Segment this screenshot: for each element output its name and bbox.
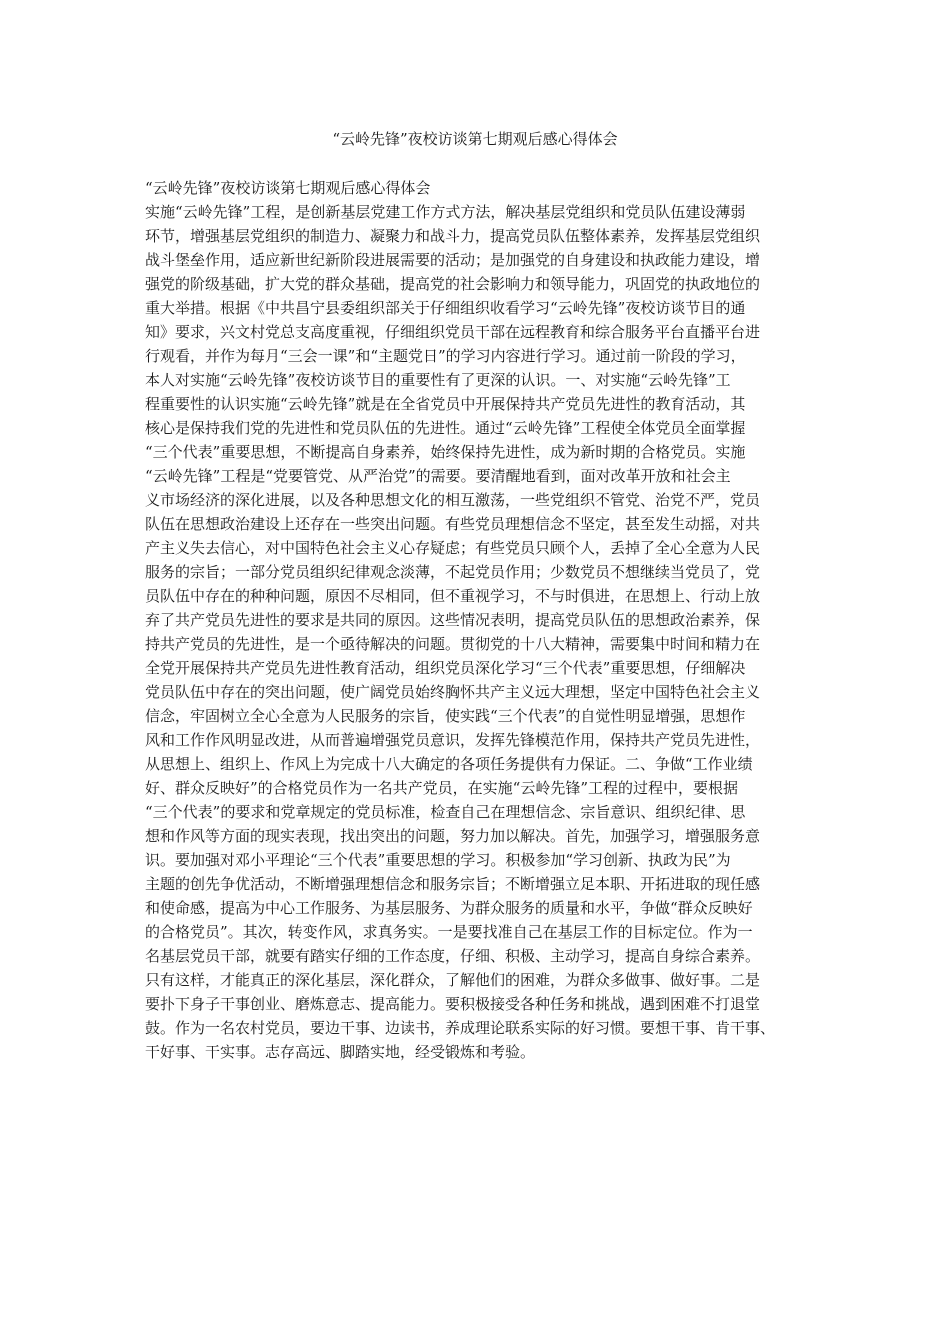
- body-line: 只有这样，才能真正的深化基层，深化群众，了解他们的困难，为群众多做事、做好事。二是: [145, 971, 761, 989]
- body-line: 服务的宗旨；一部分党员组织纪律观念淡薄，不起党员作用；少数党员不想继续当党员了，党: [145, 563, 761, 581]
- body-line: 义市场经济的深化进展，以及各种思想文化的相互激荡，一些党组织不管党、治党不严，党员: [145, 491, 761, 509]
- body-line: 本人对实施“云岭先锋”夜校访谈节目的重要性有了更深的认识。一、对实施“云岭先锋”工: [145, 371, 731, 389]
- body-line: 战斗堡垒作用，适应新世纪新阶段进展需要的活动；是加强党的自身建设和执政能力建设，增: [145, 251, 761, 269]
- body-line: 干好事、干实事。志存高远、脚踏实地，经受锻炼和考验。: [145, 1043, 536, 1061]
- body-line: 持共产党员的先进性，是一个亟待解决的问题。贯彻党的十八大精神，需要集中时间和精力在: [145, 635, 761, 653]
- body-text: [145, 200, 810, 1064]
- body-line: 和使命感，提高为中心工作服务、为基层服务、为群众服务的质量和水平，争做“群众反映好: [145, 899, 753, 917]
- body-line: 知》要求，兴文村党总支高度重视，仔细组织党员干部在远程教育和综合服务平台直播平台进: [145, 323, 761, 341]
- body-line: 想和作风等方面的现实表现，找出突出的问题，努力加以解决。首先，加强学习，增强服务意: [145, 827, 761, 845]
- body-line: 要扑下身子干事创业、磨炼意志、提高能力。要积极接受各种任务和挑战，遇到困难不打退堂: [145, 995, 761, 1013]
- body-line: “云岭先锋”工程是“党要管党、从严治党”的需要。要清醒地看到，面对改革开放和社会主: [145, 467, 731, 485]
- body-line: 强党的阶级基础，扩大党的群众基础，提高党的社会影响力和领导能力，巩固党的执政地位的: [145, 275, 761, 293]
- body-line: 环节，增强基层党组织的制造力、凝聚力和战斗力，提高党员队伍整体素养，发挥基层党组织: [145, 227, 761, 245]
- document-subtitle: “云岭先锋”夜校访谈第七期观后感心得体会: [145, 179, 431, 197]
- body-line: 员队伍中存在的种种问题，原因不尽相同，但不重视学习，不与时俱进，在思想上、行动上放: [145, 587, 761, 605]
- body-line: 程重要性的认识实施“云岭先锋”就是在全省党员中开展保持共产党员先进性的教育活动，其: [145, 395, 746, 413]
- body-line: 鼓。作为一名农村党员，要边干事、边读书，养成理论联系实际的好习惯。要想干事、肯干事、: [145, 1019, 776, 1037]
- body-line: “三个代表”的要求和党章规定的党员标准，检查自己在理想信念、宗旨意识、组织纪律、思: [145, 803, 746, 821]
- body-line: 行观看，并作为每月“三会一课”和“主题党日”的学习内容进行学习。通过前一阶段的学习，: [145, 347, 746, 365]
- body-line: 队伍在思想政治建设上还存在一些突出问题。有些党员理想信念不坚定，甚至发生动摇，对共: [145, 515, 761, 533]
- body-line: 的合格党员”。其次，转变作风，求真务实。一是要找准自己在基层工作的目标定位。作为一: [145, 923, 753, 941]
- body-line: 从思想上、组织上、作风上为完成十八大确定的各项任务提供有力保证。二、争做“工作业绩: [145, 755, 753, 773]
- body-line: 弃了共产党员先进性的要求是共同的原因。这些情况表明，提高党员队伍的思想政治素养，保: [145, 611, 761, 629]
- body-line: 风和工作作风明显改进，从而普遍增强党员意识，发挥先锋模范作用，保持共产党员先进性，: [145, 731, 761, 749]
- body-line: 党员队伍中存在的突出问题，使广阔党员始终胸怀共产主义远大理想，坚定中国特色社会主义: [145, 683, 761, 701]
- body-line: 核心是保持我们党的先进性和党员队伍的先进性。通过“云岭先锋”工程使全体党员全面掌握: [145, 419, 746, 437]
- document-body: [145, 176, 810, 1064]
- body-line: 好、群众反映好”的合格党员作为一名共产党员，在实施“云岭先锋”工程的过程中，要根据: [145, 779, 739, 797]
- body-line: 实施“云岭先锋”工程，是创新基层党建工作方式方法，解决基层党组织和党员队伍建设薄弱: [145, 203, 746, 221]
- body-line: 识。要加强对邓小平理论“三个代表”重要思想的学习。积极参加“学习创新、执政为民”为: [145, 851, 731, 869]
- document-title: “云岭先锋”夜校访谈第七期观后感心得体会: [332, 130, 618, 148]
- body-line: 重大举措。根据《中共昌宁县委组织部关于仔细组织收看学习“云岭先锋”夜校访谈节目的通: [145, 299, 746, 317]
- body-line: 名基层党员干部，就要有踏实仔细的工作态度，仔细、积极、主动学习，提高自身综合素养。: [145, 947, 761, 965]
- body-line: “三个代表”重要思想，不断提高自身素养，始终保持先进性，成为新时期的合格党员。实施: [145, 443, 746, 461]
- body-line: 信念，牢固树立全心全意为人民服务的宗旨，使实践“三个代表”的自觉性明显增强，思想作: [145, 707, 746, 725]
- body-line: 产主义失去信心，对中国特色社会主义心存疑虑；有些党员只顾个人，丢掉了全心全意为人民: [145, 539, 761, 557]
- body-line: 主题的创先争优活动，不断增强理想信念和服务宗旨；不断增强立足本职、开拓进取的现任感: [145, 875, 761, 893]
- body-line: 全党开展保持共产党员先进性教育活动，组织党员深化学习“三个代表”重要思想，仔细解决: [145, 659, 746, 677]
